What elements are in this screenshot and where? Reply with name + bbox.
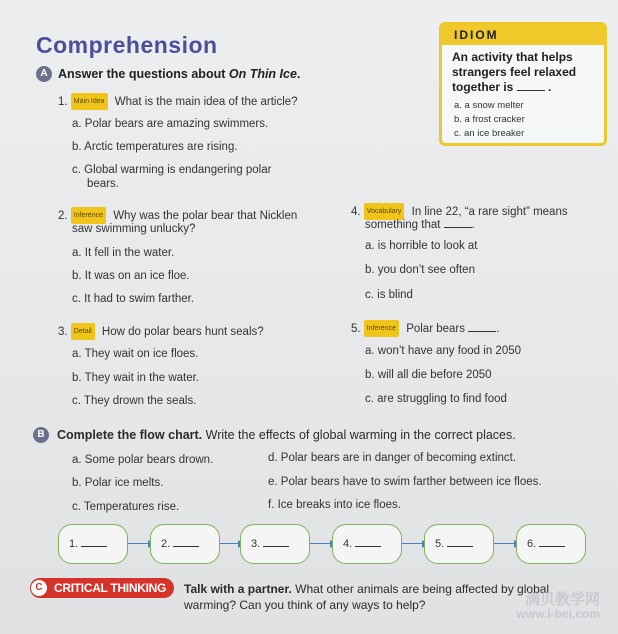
question-text: What is the main idea of the article? [114, 96, 298, 108]
section-a-heading [36, 66, 300, 82]
section-b-heading-text: Write the effects of global warming in the correct places. [202, 428, 516, 442]
idiom-option: a. a snow melter [454, 100, 524, 111]
option[interactable]: b. you don’t see often [365, 264, 475, 276]
option[interactable]: b. It was on an ice floe. [72, 270, 190, 282]
question-text: Polar bears [406, 323, 465, 335]
flow-arrow [128, 543, 150, 544]
flow-step-4[interactable] [332, 524, 402, 564]
question-text: In line 22, “a rare sight” means [411, 206, 568, 218]
answer-blank[interactable] [517, 82, 545, 91]
section-b-heading [33, 427, 516, 443]
section-a-heading-text: Answer the questions about [58, 67, 229, 81]
flow-step-number: 5. [435, 538, 445, 550]
idiom-question-line: An activity that helps [452, 50, 573, 64]
watermark-text: 满贝教学网 [524, 591, 600, 608]
section-c-bold: Talk with a partner. [184, 582, 292, 596]
option[interactable]: c. are struggling to find food [365, 393, 507, 405]
section-a-badge: A [36, 66, 52, 82]
option-continued: bears. [87, 178, 119, 190]
flow-arrow [310, 543, 332, 544]
option[interactable]: a. is horrible to look at [365, 240, 478, 252]
flow-arrow [220, 543, 240, 544]
option[interactable]: c. Global warming is endangering polar [72, 164, 272, 176]
question-text: Why was the polar bear that Nicklen [113, 210, 298, 222]
question-4-continued: something that . [365, 219, 475, 231]
flow-step-number: 3. [251, 538, 261, 550]
option[interactable]: a. won’t have any food in 2050 [365, 345, 522, 357]
option[interactable]: b. Arctic temperatures are rising. [72, 141, 238, 153]
book-title: On Thin Ice [228, 67, 297, 81]
question-number: 5. [351, 323, 361, 335]
critical-thinking-label: CRITICAL THINKING [30, 578, 174, 598]
flow-option: d. Polar bears are in danger of becoming extinct. [268, 452, 517, 464]
question-number: 4. [351, 206, 361, 218]
section-c-badge: C [31, 580, 47, 596]
section-c-line1: What other animals are being affected by global [291, 582, 550, 596]
idiom-question-line: together is [452, 80, 514, 94]
question-3 [58, 323, 264, 340]
question-tag: Inference [364, 320, 399, 337]
idiom-option: c. an ice breaker [454, 128, 525, 139]
idiom-question-line: strangers feel relaxed [452, 65, 577, 79]
flow-step-number: 2. [161, 538, 171, 550]
option[interactable]: b. will all die before 2050 [365, 369, 492, 381]
flow-step-1[interactable] [58, 524, 128, 564]
flow-step-5[interactable] [424, 524, 494, 564]
answer-blank[interactable] [355, 538, 381, 547]
watermark [516, 592, 600, 622]
answer-blank[interactable] [173, 538, 199, 547]
answer-blank[interactable] [263, 538, 289, 547]
flow-option: a. Some polar bears drown. [72, 454, 214, 466]
flow-option: c. Temperatures rise. [72, 501, 180, 513]
question-number: 1. [58, 96, 68, 108]
flow-step-number: 6. [527, 538, 537, 550]
flow-option: b. Polar ice melts. [72, 477, 164, 489]
flow-option: e. Polar bears have to swim farther between ice floes. [268, 476, 542, 488]
flow-step-2[interactable] [150, 524, 220, 564]
idiom-option: b. a frost cracker [454, 114, 525, 125]
flow-step-3[interactable] [240, 524, 310, 564]
question-tag: Detail [71, 323, 95, 340]
section-c-prompt [184, 581, 549, 613]
option[interactable]: a. They wait on ice floes. [72, 348, 199, 360]
section-b-badge: B [33, 427, 49, 443]
flow-arrow [402, 543, 424, 544]
answer-blank[interactable] [468, 323, 496, 332]
answer-blank[interactable] [447, 538, 473, 547]
flow-step-number: 1. [69, 538, 79, 550]
answer-blank[interactable] [444, 219, 472, 228]
question-text: How do polar bears hunt seals? [101, 326, 264, 338]
question-text-continued: saw swimming unlucky? [72, 223, 196, 235]
answer-blank[interactable] [81, 538, 107, 547]
question-tag: Vocabulary [364, 203, 405, 220]
question-tag: Inference [71, 207, 106, 224]
answer-blank[interactable] [539, 538, 565, 547]
section-c-line2: warming? Can you think of any ways to help? [184, 598, 426, 612]
question-5: 5. Inference Polar bears . [351, 320, 499, 337]
option[interactable]: c. is blind [365, 289, 413, 301]
flow-step-6[interactable] [516, 524, 586, 564]
idiom-question: An activity that helps strangers feel relaxed together is . [452, 50, 602, 95]
flow-arrow [494, 543, 516, 544]
question-1 [58, 93, 298, 110]
question-text-continued: something that [365, 219, 441, 231]
flow-step-number: 4. [343, 538, 353, 550]
option[interactable]: a. It fell in the water. [72, 247, 175, 259]
question-number: 3. [58, 326, 68, 338]
idiom-header: IDIOM [442, 25, 604, 45]
question-tag: Main Idea [71, 93, 108, 110]
idiom-box [439, 22, 607, 146]
flow-option: f. Ice breaks into ice floes. [268, 499, 401, 511]
page-title: Comprehension [36, 32, 218, 58]
option[interactable]: b. They wait in the water. [72, 372, 199, 384]
watermark-url: www.i-bei.com [516, 607, 600, 621]
heading-punct: . [296, 67, 301, 81]
option[interactable]: c. They drown the seals. [72, 395, 197, 407]
option[interactable]: c. It had to swim farther. [72, 293, 195, 305]
question-number: 2. [58, 210, 68, 222]
option[interactable]: a. Polar bears are amazing swimmers. [72, 118, 269, 130]
section-b-heading-bold: Complete the flow chart. [57, 428, 203, 442]
